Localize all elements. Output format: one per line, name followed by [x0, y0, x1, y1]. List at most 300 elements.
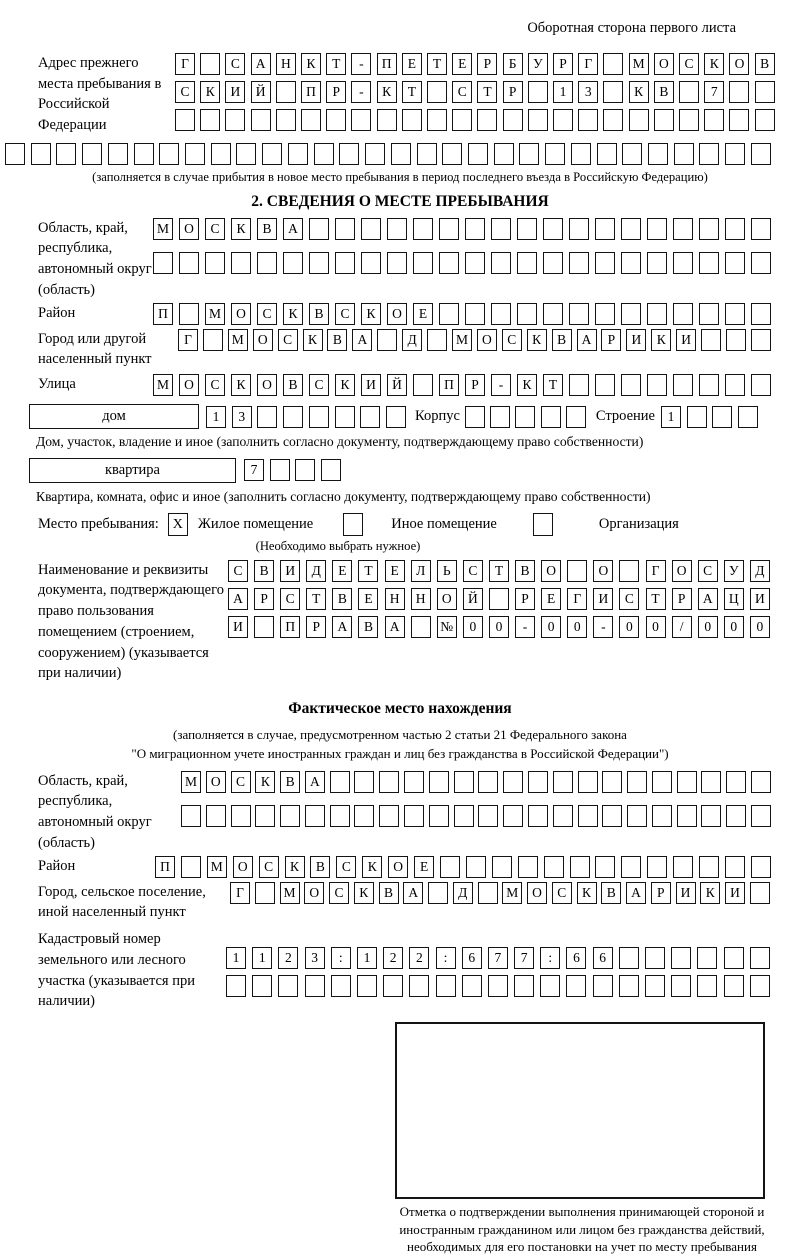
form-cell[interactable]: И: [676, 329, 696, 351]
form-cell[interactable]: [231, 252, 251, 274]
form-cell[interactable]: [236, 143, 256, 165]
stay-type-checkbox-organization[interactable]: [533, 513, 553, 536]
form-cell[interactable]: Й: [251, 81, 271, 103]
form-cell[interactable]: [465, 252, 485, 274]
form-cell[interactable]: М: [280, 882, 300, 904]
form-cell[interactable]: [595, 252, 615, 274]
form-cell[interactable]: [671, 975, 691, 997]
form-cell[interactable]: П: [153, 303, 173, 325]
form-cell[interactable]: [82, 143, 102, 165]
form-cell[interactable]: [652, 771, 672, 793]
form-cell[interactable]: [278, 975, 298, 997]
form-cell[interactable]: М: [228, 329, 248, 351]
form-cell[interactable]: 0: [619, 616, 639, 638]
form-cell[interactable]: О: [729, 53, 749, 75]
form-cell[interactable]: [726, 771, 746, 793]
form-cell[interactable]: 1: [206, 406, 226, 428]
form-cell[interactable]: [544, 856, 564, 878]
form-cell[interactable]: [283, 252, 303, 274]
form-cell[interactable]: [309, 406, 329, 428]
form-cell[interactable]: К: [651, 329, 671, 351]
form-cell[interactable]: Т: [427, 53, 447, 75]
form-cell[interactable]: [494, 143, 514, 165]
form-cell[interactable]: [724, 975, 744, 997]
form-cell[interactable]: [452, 109, 472, 131]
form-cell[interactable]: [621, 303, 641, 325]
form-cell[interactable]: [429, 771, 449, 793]
form-cell[interactable]: -: [515, 616, 535, 638]
form-cell[interactable]: [647, 218, 667, 240]
form-cell[interactable]: О: [437, 588, 457, 610]
form-cell[interactable]: [751, 805, 771, 827]
form-cell[interactable]: [725, 252, 745, 274]
form-cell[interactable]: [595, 374, 615, 396]
form-cell[interactable]: [330, 771, 350, 793]
form-cell[interactable]: [725, 218, 745, 240]
form-cell[interactable]: [339, 143, 359, 165]
form-cell[interactable]: [517, 303, 537, 325]
form-cell[interactable]: К: [335, 374, 355, 396]
form-cell[interactable]: 1: [553, 81, 573, 103]
form-cell[interactable]: [569, 218, 589, 240]
form-cell[interactable]: М: [452, 329, 472, 351]
form-cell[interactable]: К: [704, 53, 724, 75]
form-cell[interactable]: [517, 218, 537, 240]
form-cell[interactable]: П: [377, 53, 397, 75]
form-cell[interactable]: К: [303, 329, 323, 351]
form-cell[interactable]: Д: [453, 882, 473, 904]
form-cell[interactable]: И: [280, 560, 300, 582]
form-cell[interactable]: [331, 975, 351, 997]
form-cell[interactable]: [567, 560, 587, 582]
form-cell[interactable]: К: [361, 303, 381, 325]
form-cell[interactable]: Г: [230, 882, 250, 904]
form-cell[interactable]: [492, 856, 512, 878]
form-cell[interactable]: О: [257, 374, 277, 396]
form-cell[interactable]: К: [377, 81, 397, 103]
form-cell[interactable]: С: [205, 374, 225, 396]
form-cell[interactable]: 0: [750, 616, 770, 638]
form-cell[interactable]: Р: [465, 374, 485, 396]
form-cell[interactable]: [379, 771, 399, 793]
form-cell[interactable]: О: [388, 856, 408, 878]
stay-type-checkbox-residential[interactable]: X: [168, 513, 188, 536]
form-cell[interactable]: С: [679, 53, 699, 75]
form-cell[interactable]: В: [654, 81, 674, 103]
form-cell[interactable]: [490, 406, 510, 428]
form-cell[interactable]: [671, 947, 691, 969]
form-cell[interactable]: [517, 252, 537, 274]
form-cell[interactable]: [566, 975, 586, 997]
form-cell[interactable]: [478, 805, 498, 827]
form-cell[interactable]: К: [629, 81, 649, 103]
form-cell[interactable]: [697, 947, 717, 969]
form-cell[interactable]: Н: [276, 53, 296, 75]
form-cell[interactable]: А: [305, 771, 325, 793]
form-cell[interactable]: Р: [553, 53, 573, 75]
form-cell[interactable]: Й: [463, 588, 483, 610]
form-cell[interactable]: [595, 218, 615, 240]
form-cell[interactable]: Д: [402, 329, 422, 351]
form-cell[interactable]: [603, 109, 623, 131]
form-cell[interactable]: [404, 771, 424, 793]
form-cell[interactable]: [5, 143, 25, 165]
form-cell[interactable]: [181, 805, 201, 827]
form-cell[interactable]: [439, 252, 459, 274]
form-cell[interactable]: Г: [646, 560, 666, 582]
form-cell[interactable]: 0: [463, 616, 483, 638]
form-cell[interactable]: [335, 406, 355, 428]
form-cell[interactable]: 0: [567, 616, 587, 638]
form-cell[interactable]: У: [528, 53, 548, 75]
form-cell[interactable]: 3: [578, 81, 598, 103]
form-cell[interactable]: И: [626, 329, 646, 351]
form-cell[interactable]: [725, 856, 745, 878]
form-cell[interactable]: К: [517, 374, 537, 396]
form-cell[interactable]: [404, 805, 424, 827]
form-cell[interactable]: В: [601, 882, 621, 904]
form-cell[interactable]: [283, 406, 303, 428]
form-cell[interactable]: [578, 805, 598, 827]
form-cell[interactable]: [255, 882, 275, 904]
form-cell[interactable]: [738, 406, 758, 428]
form-cell[interactable]: :: [436, 947, 456, 969]
form-cell[interactable]: [621, 218, 641, 240]
form-cell[interactable]: К: [200, 81, 220, 103]
form-cell[interactable]: [427, 329, 447, 351]
form-cell[interactable]: №: [437, 616, 457, 638]
form-cell[interactable]: Е: [452, 53, 472, 75]
form-cell[interactable]: [629, 109, 649, 131]
form-cell[interactable]: [305, 975, 325, 997]
form-cell[interactable]: [543, 303, 563, 325]
form-cell[interactable]: Г: [578, 53, 598, 75]
form-cell[interactable]: [335, 252, 355, 274]
form-cell[interactable]: [750, 947, 770, 969]
form-cell[interactable]: [578, 771, 598, 793]
form-cell[interactable]: [652, 805, 672, 827]
form-cell[interactable]: [134, 143, 154, 165]
form-cell[interactable]: К: [301, 53, 321, 75]
form-cell[interactable]: О: [387, 303, 407, 325]
form-cell[interactable]: [203, 329, 223, 351]
form-cell[interactable]: [465, 218, 485, 240]
form-cell[interactable]: [386, 406, 406, 428]
form-cell[interactable]: [647, 303, 667, 325]
form-cell[interactable]: [377, 109, 397, 131]
form-cell[interactable]: [31, 143, 51, 165]
form-cell[interactable]: [309, 218, 329, 240]
form-cell[interactable]: [252, 975, 272, 997]
form-cell[interactable]: М: [181, 771, 201, 793]
form-cell[interactable]: В: [309, 303, 329, 325]
form-cell[interactable]: [379, 805, 399, 827]
form-cell[interactable]: Р: [306, 616, 326, 638]
form-cell[interactable]: [409, 975, 429, 997]
form-cell[interactable]: О: [253, 329, 273, 351]
form-cell[interactable]: Т: [358, 560, 378, 582]
form-cell[interactable]: К: [362, 856, 382, 878]
form-cell[interactable]: [673, 374, 693, 396]
form-cell[interactable]: [725, 303, 745, 325]
form-cell[interactable]: [602, 771, 622, 793]
form-cell[interactable]: [570, 856, 590, 878]
form-cell[interactable]: [724, 947, 744, 969]
form-cell[interactable]: 3: [232, 406, 252, 428]
form-cell[interactable]: [478, 882, 498, 904]
form-cell[interactable]: О: [541, 560, 561, 582]
form-cell[interactable]: 7: [514, 947, 534, 969]
form-cell[interactable]: К: [231, 374, 251, 396]
form-cell[interactable]: [314, 143, 334, 165]
form-cell[interactable]: [726, 329, 746, 351]
form-cell[interactable]: [427, 81, 447, 103]
form-cell[interactable]: М: [502, 882, 522, 904]
form-cell[interactable]: [528, 81, 548, 103]
form-cell[interactable]: [478, 771, 498, 793]
form-cell[interactable]: [701, 771, 721, 793]
form-cell[interactable]: С: [502, 329, 522, 351]
form-cell[interactable]: С: [335, 303, 355, 325]
form-cell[interactable]: [528, 771, 548, 793]
form-cell[interactable]: Т: [326, 53, 346, 75]
form-cell[interactable]: /: [672, 616, 692, 638]
form-cell[interactable]: В: [283, 374, 303, 396]
form-cell[interactable]: [491, 303, 511, 325]
form-cell[interactable]: [335, 218, 355, 240]
form-cell[interactable]: О: [593, 560, 613, 582]
form-cell[interactable]: [647, 252, 667, 274]
form-cell[interactable]: [503, 805, 523, 827]
form-cell[interactable]: [442, 143, 462, 165]
form-cell[interactable]: [257, 406, 277, 428]
form-cell[interactable]: [402, 109, 422, 131]
form-cell[interactable]: [309, 252, 329, 274]
form-cell[interactable]: А: [577, 329, 597, 351]
form-cell[interactable]: [159, 143, 179, 165]
form-cell[interactable]: В: [327, 329, 347, 351]
form-cell[interactable]: Л: [411, 560, 431, 582]
form-cell[interactable]: И: [225, 81, 245, 103]
form-cell[interactable]: [751, 303, 771, 325]
form-cell[interactable]: Н: [411, 588, 431, 610]
form-cell[interactable]: [360, 406, 380, 428]
form-cell[interactable]: А: [283, 218, 303, 240]
form-cell[interactable]: 1: [226, 947, 246, 969]
form-cell[interactable]: Е: [332, 560, 352, 582]
form-cell[interactable]: [751, 856, 771, 878]
form-cell[interactable]: Е: [541, 588, 561, 610]
form-cell[interactable]: [413, 252, 433, 274]
form-cell[interactable]: Б: [503, 53, 523, 75]
form-cell[interactable]: [621, 374, 641, 396]
form-cell[interactable]: И: [228, 616, 248, 638]
form-cell[interactable]: -: [491, 374, 511, 396]
form-cell[interactable]: Р: [651, 882, 671, 904]
form-cell[interactable]: [647, 856, 667, 878]
form-cell[interactable]: О: [231, 303, 251, 325]
form-cell[interactable]: С: [698, 560, 718, 582]
form-cell[interactable]: [181, 856, 201, 878]
form-cell[interactable]: С: [205, 218, 225, 240]
form-cell[interactable]: [387, 252, 407, 274]
form-cell[interactable]: [566, 406, 586, 428]
form-cell[interactable]: 0: [646, 616, 666, 638]
form-cell[interactable]: А: [228, 588, 248, 610]
form-cell[interactable]: 0: [724, 616, 744, 638]
form-cell[interactable]: [468, 143, 488, 165]
form-cell[interactable]: [697, 975, 717, 997]
form-cell[interactable]: Р: [477, 53, 497, 75]
form-cell[interactable]: А: [403, 882, 423, 904]
form-cell[interactable]: [411, 616, 431, 638]
form-cell[interactable]: В: [552, 329, 572, 351]
form-cell[interactable]: [489, 588, 509, 610]
form-cell[interactable]: С: [259, 856, 279, 878]
form-cell[interactable]: С: [336, 856, 356, 878]
form-cell[interactable]: К: [577, 882, 597, 904]
form-cell[interactable]: [330, 805, 350, 827]
form-cell[interactable]: [645, 947, 665, 969]
form-cell[interactable]: П: [155, 856, 175, 878]
form-cell[interactable]: М: [629, 53, 649, 75]
form-cell[interactable]: Т: [543, 374, 563, 396]
form-cell[interactable]: 2: [383, 947, 403, 969]
form-cell[interactable]: [755, 109, 775, 131]
form-cell[interactable]: [518, 856, 538, 878]
form-cell[interactable]: Т: [489, 560, 509, 582]
form-cell[interactable]: 6: [566, 947, 586, 969]
form-cell[interactable]: [593, 975, 613, 997]
form-cell[interactable]: [491, 252, 511, 274]
form-cell[interactable]: 2: [278, 947, 298, 969]
form-cell[interactable]: [491, 218, 511, 240]
form-cell[interactable]: -: [351, 81, 371, 103]
form-cell[interactable]: [603, 53, 623, 75]
form-cell[interactable]: [645, 975, 665, 997]
form-cell[interactable]: С: [278, 329, 298, 351]
form-cell[interactable]: С: [463, 560, 483, 582]
form-cell[interactable]: О: [233, 856, 253, 878]
form-cell[interactable]: О: [654, 53, 674, 75]
form-cell[interactable]: И: [593, 588, 613, 610]
form-cell[interactable]: [699, 143, 719, 165]
form-cell[interactable]: [673, 252, 693, 274]
form-cell[interactable]: Е: [385, 560, 405, 582]
form-cell[interactable]: [729, 109, 749, 131]
form-cell[interactable]: [428, 882, 448, 904]
form-cell[interactable]: [654, 109, 674, 131]
form-cell[interactable]: [179, 252, 199, 274]
form-cell[interactable]: [571, 143, 591, 165]
form-cell[interactable]: [515, 406, 535, 428]
form-cell[interactable]: О: [477, 329, 497, 351]
form-cell[interactable]: [679, 109, 699, 131]
form-cell[interactable]: [276, 81, 296, 103]
form-cell[interactable]: [351, 109, 371, 131]
form-cell[interactable]: М: [153, 374, 173, 396]
form-cell[interactable]: Д: [306, 560, 326, 582]
form-cell[interactable]: А: [385, 616, 405, 638]
form-cell[interactable]: Е: [413, 303, 433, 325]
form-cell[interactable]: [699, 252, 719, 274]
form-cell[interactable]: [321, 459, 341, 481]
form-cell[interactable]: [211, 143, 231, 165]
form-cell[interactable]: И: [676, 882, 696, 904]
form-cell[interactable]: В: [515, 560, 535, 582]
form-cell[interactable]: [595, 303, 615, 325]
form-cell[interactable]: [503, 771, 523, 793]
form-cell[interactable]: [595, 856, 615, 878]
form-cell[interactable]: [725, 143, 745, 165]
form-cell[interactable]: -: [593, 616, 613, 638]
form-cell[interactable]: [226, 975, 246, 997]
form-cell[interactable]: В: [332, 588, 352, 610]
form-cell[interactable]: С: [225, 53, 245, 75]
form-cell[interactable]: [206, 805, 226, 827]
form-cell[interactable]: К: [283, 303, 303, 325]
form-cell[interactable]: [436, 975, 456, 997]
form-cell[interactable]: Г: [175, 53, 195, 75]
form-cell[interactable]: [619, 560, 639, 582]
form-cell[interactable]: В: [257, 218, 277, 240]
form-cell[interactable]: [175, 109, 195, 131]
form-cell[interactable]: К: [700, 882, 720, 904]
form-cell[interactable]: [439, 303, 459, 325]
form-cell[interactable]: [280, 805, 300, 827]
form-cell[interactable]: П: [439, 374, 459, 396]
form-cell[interactable]: [301, 109, 321, 131]
form-cell[interactable]: -: [351, 53, 371, 75]
stay-type-checkbox-other[interactable]: [343, 513, 363, 536]
form-cell[interactable]: [354, 805, 374, 827]
form-cell[interactable]: [553, 771, 573, 793]
form-cell[interactable]: 7: [488, 947, 508, 969]
form-cell[interactable]: [462, 975, 482, 997]
form-cell[interactable]: [699, 218, 719, 240]
form-cell[interactable]: [543, 218, 563, 240]
form-cell[interactable]: [647, 374, 667, 396]
form-cell[interactable]: [429, 805, 449, 827]
form-cell[interactable]: В: [254, 560, 274, 582]
form-cell[interactable]: [545, 143, 565, 165]
form-cell[interactable]: С: [257, 303, 277, 325]
form-cell[interactable]: Р: [503, 81, 523, 103]
form-cell[interactable]: [255, 805, 275, 827]
form-cell[interactable]: [755, 81, 775, 103]
form-cell[interactable]: [751, 252, 771, 274]
form-cell[interactable]: [725, 374, 745, 396]
form-cell[interactable]: [503, 109, 523, 131]
form-cell[interactable]: С: [329, 882, 349, 904]
form-cell[interactable]: [365, 143, 385, 165]
form-cell[interactable]: 0: [489, 616, 509, 638]
form-cell[interactable]: [729, 81, 749, 103]
form-cell[interactable]: [361, 218, 381, 240]
form-cell[interactable]: [465, 303, 485, 325]
form-cell[interactable]: [726, 805, 746, 827]
form-cell[interactable]: [254, 616, 274, 638]
form-cell[interactable]: [677, 805, 697, 827]
form-cell[interactable]: 0: [541, 616, 561, 638]
form-cell[interactable]: [540, 975, 560, 997]
form-cell[interactable]: [603, 81, 623, 103]
form-cell[interactable]: [569, 303, 589, 325]
form-cell[interactable]: [751, 329, 771, 351]
form-cell[interactable]: [751, 218, 771, 240]
form-cell[interactable]: [677, 771, 697, 793]
form-cell[interactable]: О: [206, 771, 226, 793]
